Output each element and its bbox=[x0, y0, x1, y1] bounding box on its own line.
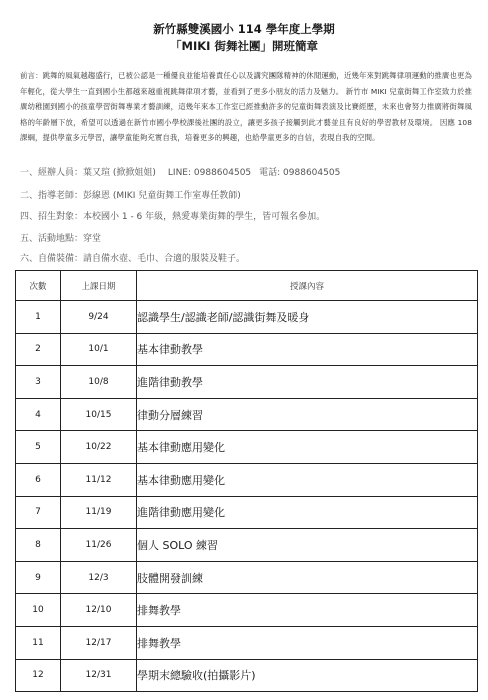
class-date: 12/31 bbox=[61, 659, 137, 692]
class-content: 認識學生/認識老師/認識街舞及暖身 bbox=[137, 301, 478, 334]
class-date: 12/17 bbox=[61, 626, 137, 659]
table-row bbox=[16, 626, 478, 659]
class-date: 9/24 bbox=[61, 301, 137, 334]
session-number: 7 bbox=[16, 496, 61, 529]
organizer-name: 葉又瑄 (掀掀姐姐) bbox=[83, 168, 156, 178]
preface-paragraph: 前言：跳舞的風氣越趨盛行，已被公認是一種優良並能培養責任心以及講究團隊精神的休閒運動，近幾年來對跳舞律項運動的推廣也更為年輕化，從大學生一直到國小生都越來越重視跳舞律項才藝，並看到了更多小朋友的活力及魅力。 新竹市 MIKI 兒童街舞工作室致力於推廣幼稚園到國小的孩童學習街舞專業才藝訓練，這幾年來本工作室已經推動許多的兒童街舞表演及比賽經歷，未來也會努力推廣將街舞風格的年齡層下放，希望可以透過在新竹市國小學校課後社團的設立，讓更多孩子接觸到此才藝並且有良好的學習教材及環境。 因應 108 課綱，提供學童多元學習，讓學童能夠充實自我，培養更多的興趣，也給學童更多的自信，表現自我的空間。 bbox=[20, 71, 472, 143]
class-date: 11/19 bbox=[61, 496, 137, 529]
header-class-date: 上課日期 bbox=[61, 271, 137, 301]
session-number: 3 bbox=[16, 366, 61, 399]
session-number: 1 bbox=[16, 301, 61, 334]
class-content: 律動分層練習 bbox=[137, 398, 478, 431]
table-row bbox=[16, 301, 478, 334]
class-content: 基本律動應用變化 bbox=[137, 431, 478, 464]
session-number: 12 bbox=[16, 659, 61, 692]
table-row bbox=[16, 333, 478, 366]
session-number: 11 bbox=[16, 626, 61, 659]
line-id: LINE: 0988604505 bbox=[167, 168, 252, 178]
class-content: 學期末總驗收(拍攝影片) bbox=[137, 659, 478, 692]
session-number: 9 bbox=[16, 561, 61, 594]
class-date: 10/15 bbox=[61, 398, 137, 431]
table-header-row bbox=[16, 271, 478, 301]
organizer-line bbox=[20, 167, 340, 179]
header-class-content: 授課內容 bbox=[137, 271, 478, 301]
teacher-line: 二、指導老師：彭線恩 (MIKI 兒童街舞工作室專任教師) bbox=[20, 191, 241, 201]
table-row bbox=[16, 398, 478, 431]
class-date: 10/22 bbox=[61, 431, 137, 464]
class-date: 12/10 bbox=[61, 594, 137, 627]
session-number: 5 bbox=[16, 431, 61, 464]
class-content: 基本律動教學 bbox=[137, 333, 478, 366]
session-number: 8 bbox=[16, 529, 61, 562]
class-date: 12/3 bbox=[61, 561, 137, 594]
location-line: 五、活動地點：穿堂 bbox=[20, 234, 102, 244]
class-date: 10/8 bbox=[61, 366, 137, 399]
session-number: 4 bbox=[16, 398, 61, 431]
class-date: 11/26 bbox=[61, 529, 137, 562]
class-date: 11/12 bbox=[61, 463, 137, 496]
class-content: 肢體開發訓練 bbox=[137, 561, 478, 594]
class-content: 進階律動應用變化 bbox=[137, 496, 478, 529]
document-subtitle: 「MIKI 街舞社團」開班簡章 bbox=[170, 39, 318, 53]
target-line: 四、招生對象：本校國小 1 - 6 年級，熱愛專業街舞的學生，皆可報名參加。 bbox=[20, 212, 326, 222]
class-content: 進階律動教學 bbox=[137, 366, 478, 399]
class-content: 排舞教學 bbox=[137, 626, 478, 659]
organizer-label: 一、經辦人員： bbox=[20, 168, 84, 178]
class-content: 基本律動應用變化 bbox=[137, 463, 478, 496]
table-row bbox=[16, 431, 478, 464]
equipment-line: 六、自備裝備：請自備水壺、毛巾、合適的服裝及鞋子。 bbox=[20, 254, 246, 264]
session-number: 6 bbox=[16, 463, 61, 496]
header-session-number: 次數 bbox=[16, 271, 61, 301]
table-row bbox=[16, 594, 478, 627]
session-number: 10 bbox=[16, 594, 61, 627]
document-title: 新竹縣雙溪國小 114 學年度上學期 bbox=[153, 22, 335, 36]
class-content: 排舞教學 bbox=[137, 594, 478, 627]
class-content: 個人 SOLO 練習 bbox=[137, 529, 478, 562]
table-row bbox=[16, 561, 478, 594]
table-row bbox=[16, 463, 478, 496]
session-number: 2 bbox=[16, 333, 61, 366]
schedule-table bbox=[15, 270, 478, 692]
phone-number: 電話: 0988604505 bbox=[259, 168, 341, 178]
table-row bbox=[16, 529, 478, 562]
table-row bbox=[16, 496, 478, 529]
table-row bbox=[16, 366, 478, 399]
table-row bbox=[16, 659, 478, 692]
class-date: 10/1 bbox=[61, 333, 137, 366]
